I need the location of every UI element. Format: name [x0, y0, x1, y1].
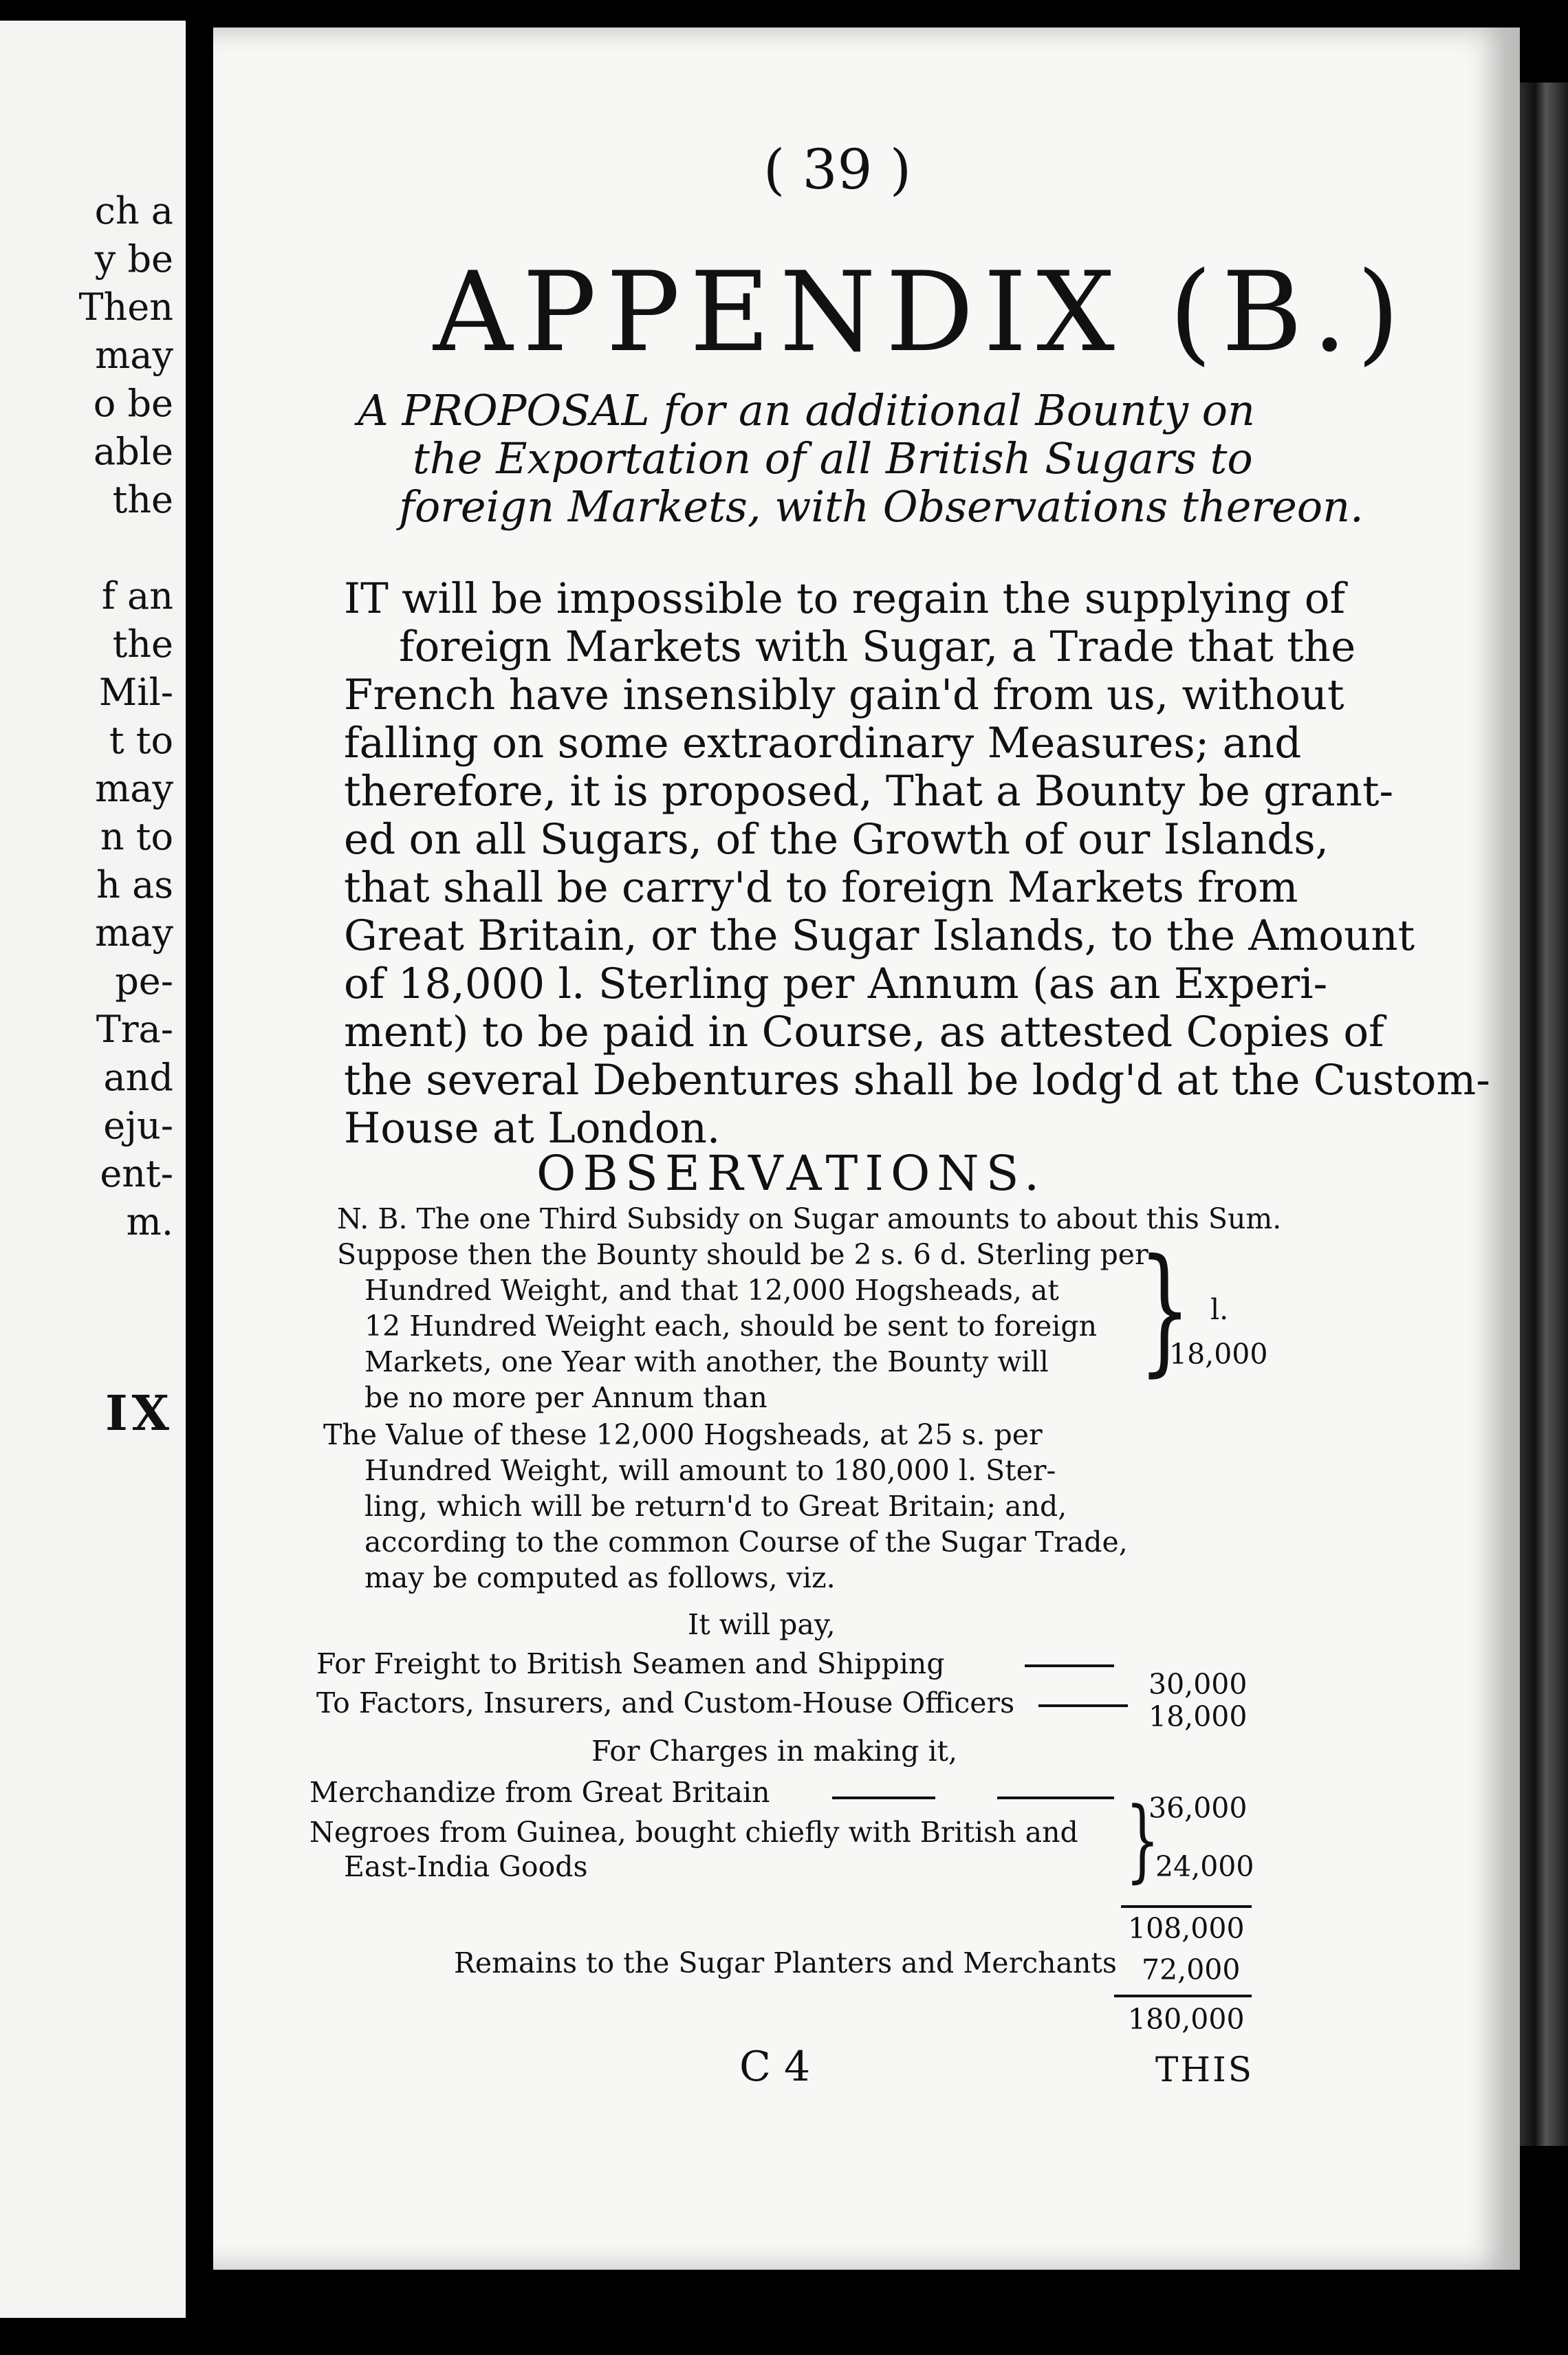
left-page-fragment: h as — [96, 863, 173, 907]
observation-line: Hundred Weight, will amount to 180,000 l. Ster- — [364, 1454, 1056, 1487]
left-page-fragment: y be — [94, 237, 173, 281]
observation-line: ling, which will be return'd to Great Britain; and, — [364, 1490, 1067, 1523]
merchandize-value: 36,000 — [1148, 1792, 1248, 1825]
remains-label: Remains to the Sugar Planters and Merchants — [454, 1946, 1117, 1979]
bounty-value: 18,000 — [1169, 1338, 1268, 1371]
left-page-fragment: ch a — [94, 189, 173, 232]
observation-line: according to the common Course of the Sugar Trade, — [364, 1526, 1128, 1559]
left-page-fragment: ent- — [100, 1152, 173, 1195]
left-page-fragment: f an — [101, 574, 173, 618]
factors-label: To Factors, Insurers, and Custom-House Officers — [316, 1686, 1015, 1719]
observation-line: Hundred Weight, and that 12,000 Hogsheads, at — [364, 1274, 1059, 1307]
observation-line: may be computed as follows, viz. — [364, 1561, 836, 1594]
left-page-fragment: the — [112, 622, 173, 666]
factors-value: 18,000 — [1148, 1700, 1248, 1733]
body-line: House at London. — [344, 1104, 721, 1153]
book-spine — [1513, 83, 1568, 2146]
subtotal-value: 108,000 — [1128, 1912, 1245, 1945]
left-page-fragment: may — [95, 767, 173, 810]
body-line: therefore, it is proposed, That a Bounty be grant- — [344, 767, 1394, 816]
total-value: 180,000 — [1128, 2003, 1245, 2036]
observation-line: N. B. The one Third Subsidy on Sugar amounts to about this Sum. — [337, 1202, 1282, 1235]
page-number: ( 39 ) — [763, 138, 912, 202]
body-line: French have insensibly gain'd from us, without — [344, 671, 1344, 719]
left-page-fragment: Mil- — [98, 671, 173, 714]
proposal-line: the Exportation of all British Sugars to — [413, 433, 1253, 484]
leader-rule — [1025, 1664, 1114, 1667]
left-page-fragment: t to — [109, 719, 173, 762]
left-page-fragment: may — [95, 334, 173, 377]
signature-mark: C 4 — [739, 2043, 811, 2091]
left-page-fragment: may — [95, 911, 173, 955]
catchword: THIS — [1155, 2050, 1254, 2090]
body-line: the several Debentures shall be lodg'd at the Custom- — [344, 1056, 1490, 1105]
left-page-fragment: and — [103, 1056, 173, 1099]
merchandize-label: Merchandize from Great Britain — [309, 1776, 770, 1809]
left-page-fragment: eju- — [103, 1104, 173, 1147]
negroes-line: Negroes from Guinea, bought chiefly with British and — [309, 1816, 1078, 1849]
sum-rule — [1121, 1905, 1252, 1908]
left-page-fragment: Then — [78, 285, 173, 329]
bounty-brace: } — [1138, 1230, 1191, 1390]
leader-rule — [832, 1797, 935, 1799]
left-page-fragment: able — [94, 430, 173, 473]
negroes-line: East-India Goods — [344, 1850, 588, 1883]
body-line: foreign Markets with Sugar, a Trade that the — [399, 622, 1356, 671]
it-will-pay-heading: It will pay, — [688, 1608, 836, 1641]
left-page-fragment: m. — [126, 1200, 173, 1244]
body-line: falling on some extraordinary Measures; and — [344, 719, 1302, 768]
observation-line: Markets, one Year with another, the Bounty will — [364, 1345, 1049, 1378]
leader-rule — [997, 1797, 1114, 1799]
observation-line: be no more per Annum than — [364, 1381, 767, 1414]
left-page-fragment: n to — [100, 815, 173, 858]
charges-heading: For Charges in making it, — [591, 1735, 958, 1768]
left-page-fragment: pe- — [115, 959, 173, 1003]
left-page-fragment: IX — [105, 1385, 173, 1442]
appendix-title: APPENDIX (B.) — [433, 248, 1410, 376]
remains-value: 72,000 — [1142, 1953, 1241, 1986]
negroes-value: 24,000 — [1155, 1850, 1254, 1883]
body-line: that shall be carry'd to foreign Markets from — [344, 863, 1298, 912]
proposal-line: foreign Markets, with Observations thereon. — [399, 481, 1364, 532]
bounty-unit: l. — [1210, 1293, 1229, 1326]
left-page-fragment: Tra- — [96, 1008, 173, 1051]
body-line: IT will be impossible to regain the supplying of — [344, 574, 1346, 623]
body-line: ed on all Sugars, of the Growth of our Islands, — [344, 815, 1329, 864]
left-page-fragment: the — [112, 478, 173, 521]
freight-value: 30,000 — [1148, 1668, 1248, 1701]
proposal-line: A PROPOSAL for an additional Bounty on — [358, 385, 1255, 435]
observation-line: The Value of these 12,000 Hogsheads, at 25 s. per — [323, 1418, 1043, 1451]
negroes-brace: } — [1125, 1788, 1160, 1892]
leader-rule — [1038, 1704, 1128, 1707]
observation-line: Suppose then the Bounty should be 2 s. 6 d. Sterling per — [337, 1238, 1148, 1271]
body-line: Great Britain, or the Sugar Islands, to the Amount — [344, 911, 1415, 960]
observation-line: 12 Hundred Weight each, should be sent to foreign — [364, 1310, 1097, 1343]
sum-rule — [1114, 1995, 1252, 1997]
left-facing-page — [0, 21, 186, 2318]
body-line: of 18,000 l. Sterling per Annum (as an Experi- — [344, 959, 1328, 1008]
body-line: ment) to be paid in Course, as attested Copies of — [344, 1008, 1384, 1056]
observations-title: OBSERVATIONS. — [536, 1145, 1047, 1202]
freight-label: For Freight to British Seamen and Shipping — [316, 1647, 945, 1680]
left-page-fragment: o be — [93, 382, 173, 425]
